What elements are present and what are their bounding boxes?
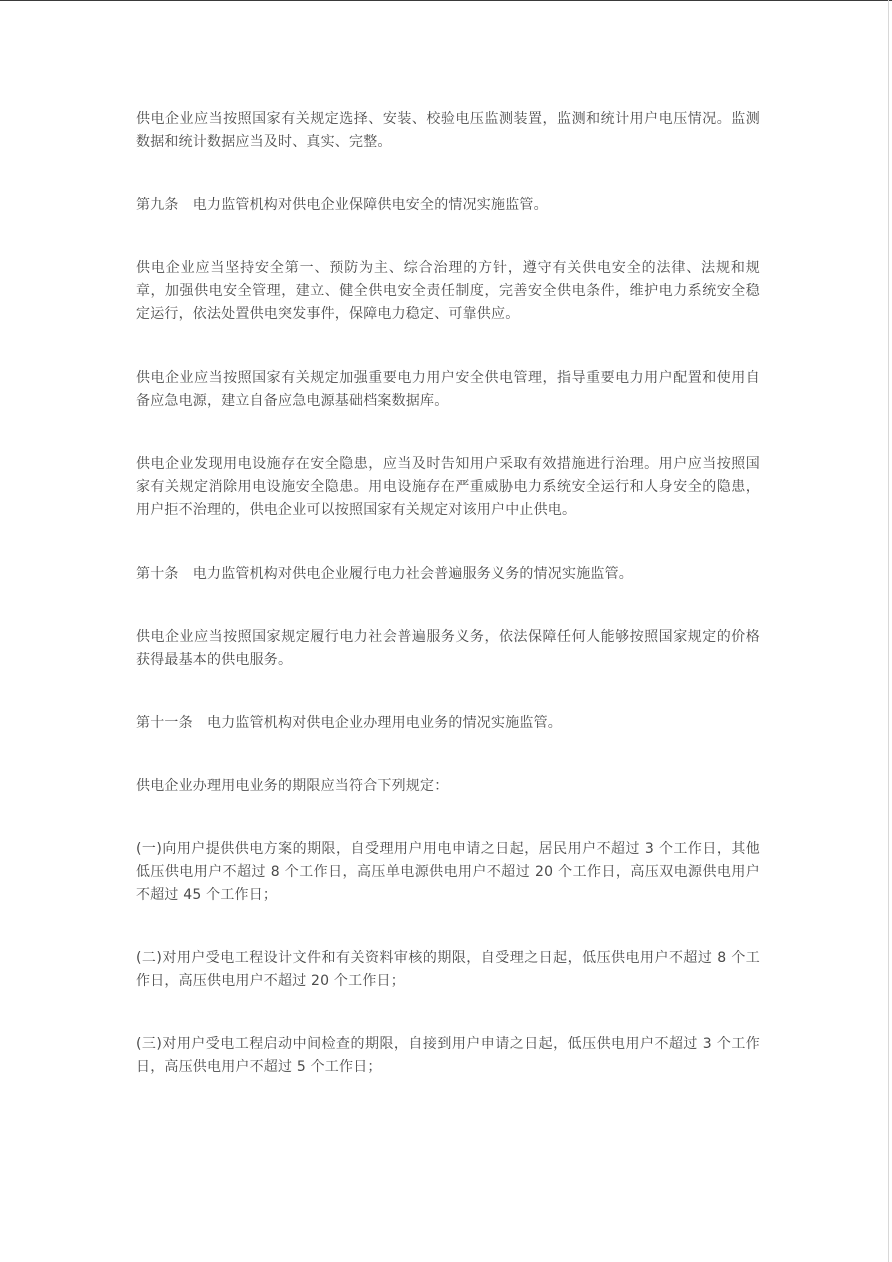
top-border-line [0, 0, 892, 1]
paragraph-safety-hazards: 供电企业发现用电设施存在安全隐患，应当及时告知用户采取有效措施进行治理。用户应当按照国家有关规定消除用电设施安全隐患。用电设施存在严重威胁电力系统安全运行和人身安全的隐患，用户拒不治理的，供电企业可以按照国家有关规定对该用户中止供电。 [136, 456, 760, 518]
list-item-3-midway-inspection: (三)对用户受电工程启动中间检查的期限，自接到用户申请之日起，低压供电用户不超过 3 个工作日，高压供电用户不超过 5 个工作日； [136, 1036, 760, 1075]
paragraph-universal-service: 供电企业应当按照国家规定履行电力社会普遍服务义务，依法保障任何人能够按照国家规定的价格获得最基本的供电服务。 [136, 629, 760, 668]
paragraph-voltage-monitoring: 供电企业应当按照国家有关规定选择、安装、校验电压监测装置，监测和统计用户电压情况。监测数据和统计数据应当及时、真实、完整。 [136, 111, 760, 150]
list-item-2-design-review: (二)对用户受电工程设计文件和有关资料审核的期限，自受理之日起，低压供电用户不超过 8 个工作日，高压供电用户不超过 20 个工作日； [136, 950, 760, 989]
paragraph-important-users: 供电企业应当按照国家有关规定加强重要电力用户安全供电管理，指导重要电力用户配置和使用自备应急电源，建立自备应急电源基础档案数据库。 [136, 370, 760, 409]
list-item-1-supply-plan: (一)向用户提供供电方案的期限，自受理用户用电申请之日起，居民用户不超过 3 个工作日，其他低压供电用户不超过 8 个工作日，高压单电源供电用户不超过 20 个工作日，高压双电源供电用户不超过 45 个工作日； [136, 841, 760, 903]
article-11-heading: 第十一条 电力监管机构对供电企业办理用电业务的情况实施监管。 [136, 715, 562, 731]
article-9-heading: 第九条 电力监管机构对供电企业保障供电安全的情况实施监管。 [136, 197, 548, 213]
right-border-line [888, 0, 889, 1262]
paragraph-time-limits-intro: 供电企业办理用电业务的期限应当符合下列规定： [136, 778, 449, 794]
paragraph-safety-policy: 供电企业应当坚持安全第一、预防为主、综合治理的方针，遵守有关供电安全的法律、法规和规章，加强供电安全管理，建立、健全供电安全责任制度，完善安全供电条件，维护电力系统安全稳定运行，依法处置供电突发事件，保障电力稳定、可靠供应。 [136, 260, 760, 322]
article-10-heading: 第十条 电力监管机构对供电企业履行电力社会普遍服务义务的情况实施监管。 [136, 566, 633, 582]
